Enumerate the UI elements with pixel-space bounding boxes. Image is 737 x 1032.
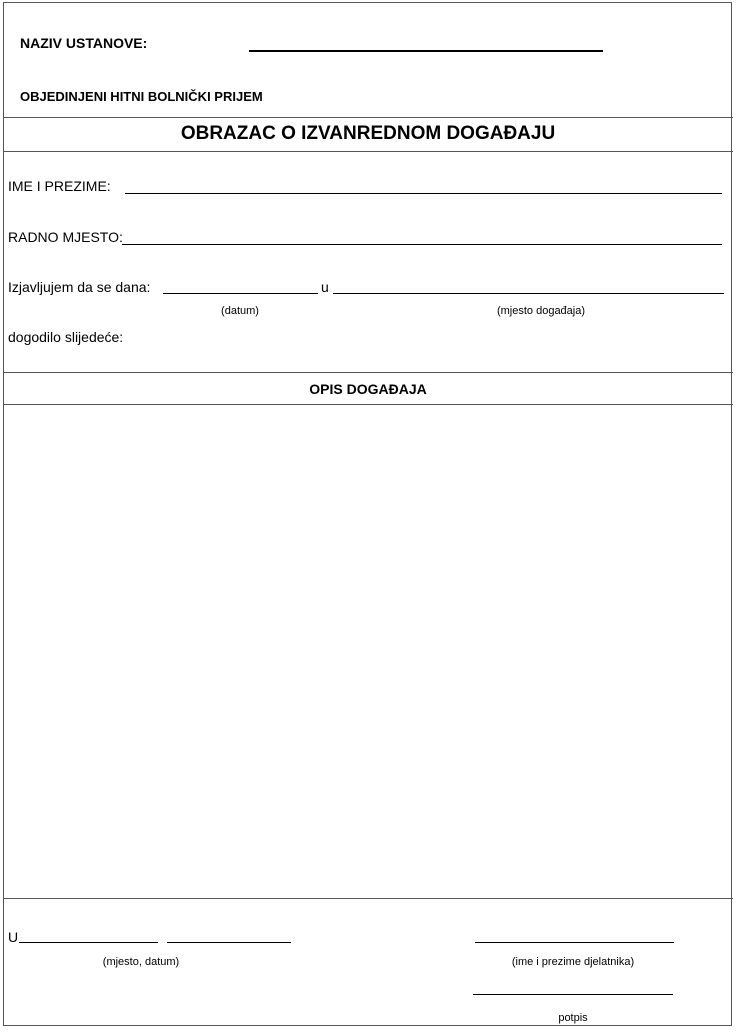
name-field[interactable] [125,193,722,194]
date-field[interactable] [163,293,318,294]
position-label: RADNO MJESTO: [8,229,123,245]
date-caption: (datum) [221,305,259,317]
in-label: u [321,279,329,295]
divider [3,117,733,118]
event-place-field[interactable] [333,293,724,294]
footer-place-field[interactable] [19,942,158,943]
divider [3,898,733,899]
statement-label: Izjavljujem da se dana: [8,279,151,295]
divider [3,404,733,405]
place-date-caption: (mjesto, datum) [102,956,180,968]
place-caption: (mjesto događaja) [496,305,586,317]
name-label: IME I PREZIME: [8,178,111,194]
institution-name-field[interactable] [249,50,603,52]
employee-name-field[interactable] [475,942,674,943]
signature-caption: potpis [558,1012,588,1024]
institution-label: NAZIV USTANOVE: [20,35,148,51]
department-name: OBJEDINJENI HITNI BOLNIČKI PRIJEM [20,89,263,104]
footer-in-label: U [8,929,19,945]
description-heading: OPIS DOGAĐAJA [309,381,427,397]
form-title: OBRAZAC O IZVANREDNOM DOGAĐAJU [180,123,556,144]
footer-date-field[interactable] [167,942,291,943]
position-field[interactable] [122,244,722,245]
divider [3,151,733,152]
happened-label: dogodilo slijedeće: [8,329,124,345]
employee-caption: (ime i prezime djelatnika) [511,956,635,968]
signature-field[interactable] [473,994,673,995]
description-area[interactable] [5,406,731,896]
divider [3,372,733,373]
